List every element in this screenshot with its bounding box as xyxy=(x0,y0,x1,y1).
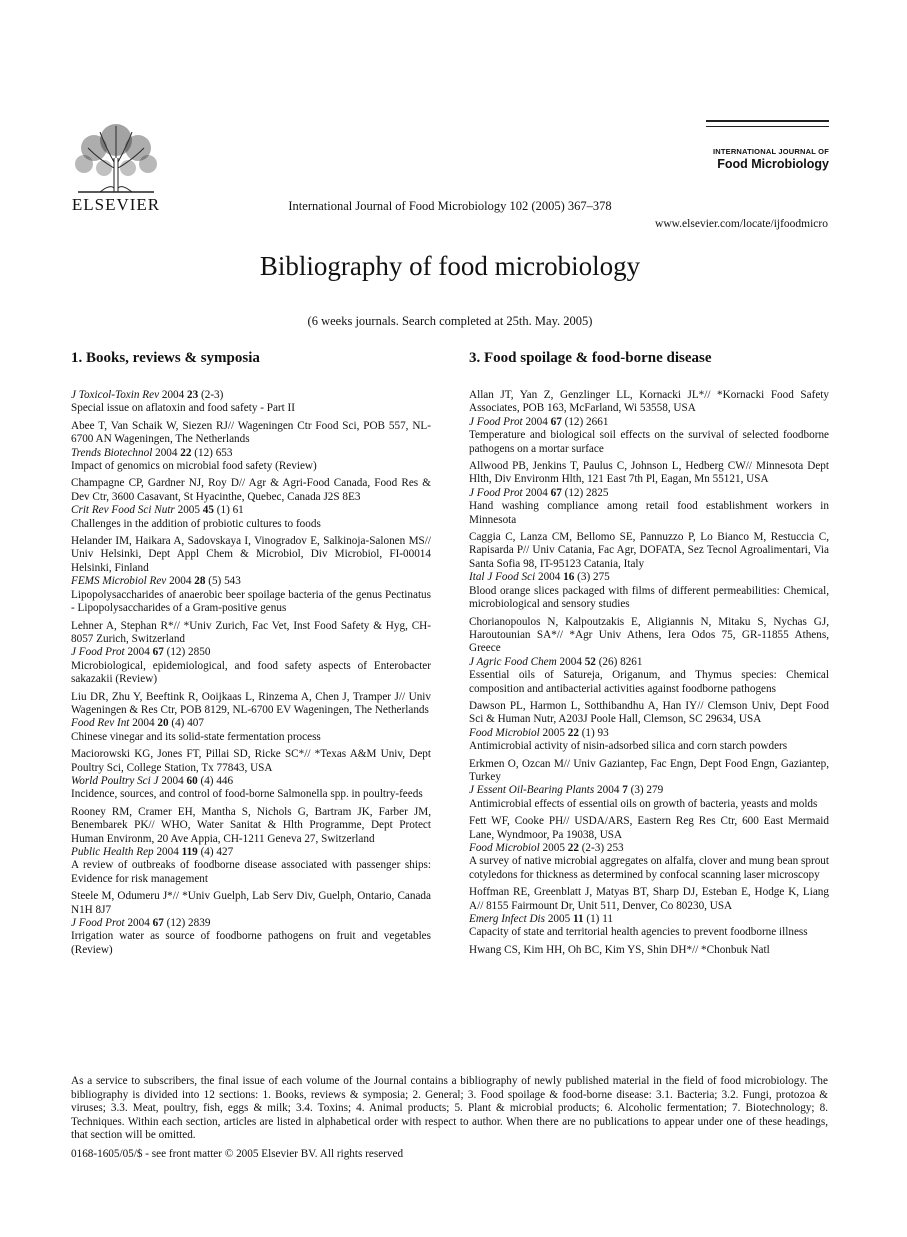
journal-name: Food Microbiology xyxy=(717,157,829,171)
entry-authors: Champagne CP, Gardner NJ, Roy D// Agr & Agri-Food Canada, Food Res & Dev Ctr, 3600 Casavant, St Hyacinthe, Quebec, Canada J2S 8E3 xyxy=(71,477,431,503)
entry-reference xyxy=(71,575,431,588)
elsevier-wordmark: ELSEVIER xyxy=(71,195,161,214)
entry-volume: 119 xyxy=(181,846,198,858)
entry-reference xyxy=(469,913,829,926)
entry-year: 2004 xyxy=(537,571,561,584)
footnote: As a service to subscribers, the final issue of each volume of the Journal contains a bibliography of newly published material in the field of food microbiology. The bibliography is divided into 12 sections: 1. Books, reviews & symposia; 2. General; 3. Food spoilage & food-borne disease: 3.1. Bacteria; 3.2. Fungi, protozoa & viruses; 3.3. Meat, poultry, fish, eggs & milk; 3.4. Toxins; 4. Animal products; 5. Plant & microbial products; 6. Alcoholic fermentation; 7. Biotechnology; 8. Techniques. Within each section, articles are listed in alphabetical order with respect to author. When there are no publications to appear under one of these headings, that section will be omitted. xyxy=(71,1075,828,1142)
section-heading: 1. Books, reviews & symposia xyxy=(71,350,260,366)
section-heading: 3. Food spoilage & food-borne disease xyxy=(469,350,712,366)
entry-title: Incidence, sources, and control of food-borne Salmonella spp. in poultry-feeds xyxy=(71,788,423,801)
entry-issue-pages: (4) 427 xyxy=(200,846,234,858)
entry-title: A review of outbreaks of foodborne disease associated with passenger ships: Evidence for risk management xyxy=(71,859,431,885)
entry-reference xyxy=(469,842,829,855)
entry-journal: J Toxicol-Toxin Rev xyxy=(71,389,160,401)
entry-authors: Erkmen O, Ozcan M// Univ Gaziantep, Fac Engn, Dept Food Engn, Gaziantep, Turkey xyxy=(469,757,829,783)
bibliography-entry xyxy=(71,420,431,474)
entry-issue-pages: (3) 279 xyxy=(630,784,664,797)
entry-title: Irrigation water as source of foodborne pathogens on fruit and vegetables (Review) xyxy=(71,930,431,956)
journal-citation: International Journal of Food Microbiology 102 (2005) 367–378 xyxy=(288,199,612,213)
entry-issue-pages: (4) 446 xyxy=(200,774,234,787)
entry-year: 2005 xyxy=(542,726,565,739)
front-matter-notice: 0168-1605/05/$ - see front matter © 2005 Elsevier BV. All rights reserved xyxy=(71,1148,404,1160)
bibliography-entry xyxy=(469,700,829,754)
entry-journal: J Food Prot xyxy=(71,646,125,659)
entry-reference xyxy=(469,416,829,429)
bibliography-entry xyxy=(469,758,829,812)
bibliography-entry xyxy=(469,389,829,456)
entry-reference xyxy=(71,846,431,859)
entry-authors: Allan JT, Yan Z, Genzlinger LL, Kornacki JL*// *Kornacki Food Safety Associates, POB 163, McFarland, Wi 53558, USA xyxy=(469,389,829,415)
bibliography-entry xyxy=(469,815,829,882)
entry-reference xyxy=(71,775,431,788)
entry-title: Hand washing compliance among retail food establishment workers in Minnesota xyxy=(469,500,829,526)
entry-volume: 67 xyxy=(152,646,164,659)
entry-volume: 11 xyxy=(572,913,584,926)
entry-year: 2004 xyxy=(132,717,155,730)
entry-title: Temperature and biological soil effects on the survival of selected foodborne pathogens on a mortar surface xyxy=(469,429,829,455)
entry-title: Microbiological, epidemiological, and food safety aspects of Enterobacter sakazakii (Review) xyxy=(71,659,431,686)
bibliography-entry xyxy=(469,616,829,696)
bibliography-entry xyxy=(71,806,431,886)
entry-journal: Public Health Rep xyxy=(71,846,154,858)
entry-issue-pages: (5) 543 xyxy=(208,575,241,588)
masthead-rule xyxy=(706,126,829,127)
entry-title: Antimicrobial effects of essential oils on growth of bacteria, yeasts and molds xyxy=(469,797,818,810)
journal-masthead xyxy=(706,120,829,171)
entry-year: 2004 xyxy=(156,846,179,858)
entry-authors: Steele M, Odumeru J*// *Univ Guelph, Lab Serv Div, Guelph, Ontario, Canada N1H 8J7 xyxy=(71,890,431,916)
entry-volume: 22 xyxy=(567,842,579,854)
bibliography-entry xyxy=(71,389,431,416)
bibliography-entry xyxy=(469,460,829,527)
entry-journal: Food Microbiol xyxy=(469,726,540,739)
entry-authors: Liu DR, Zhu Y, Beeftink R, Ooijkaas L, Rinzema A, Chen J, Tramper J// Univ Wageningen & Res Ctr, POB 8129, NL-6700 EV Wageningen, The Netherlands xyxy=(71,690,431,716)
entry-journal: J Agric Food Chem xyxy=(469,655,557,668)
entry-title: Challenges in the addition of probiotic cultures to foods xyxy=(71,517,321,530)
entry-volume: 67 xyxy=(152,917,164,930)
elsevier-logo xyxy=(70,118,162,214)
entry-journal: Trends Biotechnol xyxy=(71,446,153,459)
bibliography-entry xyxy=(71,748,431,802)
entry-year: 2004 xyxy=(127,917,150,930)
entry-issue-pages: (2-3) xyxy=(201,389,224,401)
entry-volume: 22 xyxy=(180,446,192,459)
entry-year: 2004 xyxy=(127,646,150,659)
entry-issue-pages: (4) 407 xyxy=(171,717,204,730)
entry-volume: 28 xyxy=(194,575,206,588)
entry-authors: Helander IM, Haikara A, Sadovskaya I, Vinogradov E, Salkinoja-Salonen MS// Univ Helsinki, Dept Appl Chem & Microbiol, Div Microbiol, FI-00014 Helsinki, Finland xyxy=(71,535,431,574)
entry-year: 2005 xyxy=(547,913,571,926)
entry-issue-pages: (12) 653 xyxy=(194,446,233,459)
entry-reference xyxy=(71,389,431,402)
entry-title: Blood orange slices packaged with films of different permeabilities: Chemical, microbiological and sensory studies xyxy=(469,584,829,611)
bibliography-entry xyxy=(71,535,431,615)
entry-year: 2005 xyxy=(177,504,200,517)
entry-authors: Hwang CS, Kim HH, Oh BC, Kim YS, Shin DH*// *Chonbuk Natl xyxy=(469,943,770,956)
entry-volume: 67 xyxy=(550,486,562,499)
entry-list xyxy=(469,389,829,957)
entry-year: 2004 xyxy=(155,446,178,459)
entry-reference xyxy=(71,917,431,930)
entry-journal: J Food Prot xyxy=(71,917,125,930)
entry-issue-pages: (12) 2661 xyxy=(564,415,609,428)
bibliography-entry xyxy=(469,944,829,957)
entry-volume: 16 xyxy=(563,571,575,584)
entry-volume: 67 xyxy=(550,415,562,428)
journal-kicker: INTERNATIONAL JOURNAL OF xyxy=(712,147,829,156)
entry-journal: Emerg Infect Dis xyxy=(469,913,546,926)
entry-reference xyxy=(469,784,829,797)
entry-volume: 7 xyxy=(622,784,628,797)
entry-journal: Food Rev Int xyxy=(71,717,130,730)
entry-year: 2004 xyxy=(169,575,192,588)
entry-volume: 23 xyxy=(187,389,199,401)
entry-reference xyxy=(469,571,829,584)
entry-authors: Caggia C, Lanza CM, Bellomo SE, Pannuzzo P, Lo Bianco M, Restuccia C, Rapisarda P// Univ Catania, Fac Agr, DOFATA, Sez Tecnol Agroalimentari, Via Santa Sofia 98, IT-95123 Catania, Italy xyxy=(469,531,829,570)
entry-authors: Abee T, Van Schaik W, Siezen RJ// Wageningen Ctr Food Sci, POB 557, NL-6700 AN Wageningen, The Netherlands xyxy=(71,419,431,446)
entry-reference xyxy=(71,447,431,460)
entry-authors: Hoffman RE, Greenblatt J, Matyas BT, Sharp DJ, Esteban E, Hodge K, Liang A// 8155 Fairmount Dr, Unit 511, Denver, Co 80230, USA xyxy=(469,886,829,912)
bibliography-entry xyxy=(71,620,431,687)
entry-issue-pages: (1) 93 xyxy=(581,726,609,739)
journal-url-link[interactable]: www.elsevier.com/locate/ijfoodmicro xyxy=(655,218,828,230)
entry-authors: Allwood PB, Jenkins T, Paulus C, Johnson L, Hedberg CW// Minnesota Dept Hlth, Div Environm Hlth, 121 East 7th Pl, Eagan, Mn 55121, USA xyxy=(469,460,829,486)
entry-year: 2005 xyxy=(542,842,565,854)
entry-journal: J Food Prot xyxy=(469,415,523,428)
entry-volume: 52 xyxy=(584,655,596,668)
entry-journal: Food Microbiol xyxy=(469,842,540,854)
entry-issue-pages: (1) 61 xyxy=(216,504,244,517)
entry-year: 2004 xyxy=(597,784,620,797)
entry-title: Capacity of state and territorial health agencies to prevent foodborne illness xyxy=(469,926,808,939)
entry-journal: Crit Rev Food Sci Nutr xyxy=(71,504,175,517)
entry-title: Chinese vinegar and its solid-state fermentation process xyxy=(71,730,321,743)
entry-reference xyxy=(469,727,829,740)
entry-reference xyxy=(469,656,829,669)
entry-volume: 60 xyxy=(186,774,198,787)
entry-journal: FEMS Microbiol Rev xyxy=(71,575,167,588)
entry-authors: Fett WF, Cooke PH// USDA/ARS, Eastern Reg Res Ctr, 600 East Mermaid Lane, Wyndmoor, Pa 19038, USA xyxy=(469,815,829,841)
bibliography-entry xyxy=(469,886,829,940)
entry-reference xyxy=(71,717,431,730)
masthead-rule xyxy=(706,120,829,122)
entry-issue-pages: (2-3) 253 xyxy=(581,842,624,854)
entry-journal: J Food Prot xyxy=(469,486,523,499)
entry-authors: Rooney RM, Cramer EH, Mantha S, Nichols G, Bartram JK, Farber JM, Benembarek PK// WHO, Water Sanitat & Hlth Programme, Dept Protect Human Environm, 20 Ave Appia, CH-1211 Geneva 27, Switzerland xyxy=(71,805,431,845)
entry-issue-pages: (1) 11 xyxy=(586,913,613,926)
entry-journal: J Essent Oil-Bearing Plants xyxy=(469,784,595,797)
elsevier-tree-icon xyxy=(70,118,162,194)
bibliography-entry xyxy=(469,531,829,611)
entry-issue-pages: (3) 275 xyxy=(577,571,610,584)
entry-reference xyxy=(71,646,431,659)
bibliography-entry xyxy=(71,477,431,531)
entry-title: Impact of genomics on microbial food safety (Review) xyxy=(71,460,317,473)
page-subtitle: (6 weeks journals. Search completed at 25th. May. 2005) xyxy=(307,314,593,328)
entry-year: 2004 xyxy=(161,774,184,787)
bibliography-entry xyxy=(71,890,431,957)
entry-title: A survey of native microbial aggregates on alfalfa, clover and mung bean sprout cotyledons for thickness as determined by confocal scanning laser microscopy xyxy=(469,855,829,881)
entry-authors: Lehner A, Stephan R*// *Univ Zurich, Fac Vet, Inst Food Safety & Hyg, CH-8057 Zurich, Switzerland xyxy=(71,619,431,645)
entry-title: Antimicrobial activity of nisin-adsorbed silica and corn starch powders xyxy=(469,740,788,753)
left-column xyxy=(71,348,431,961)
entry-authors: Maciorowski KG, Jones FT, Pillai SD, Ricke SC*// *Texas A&M Univ, Dept Poultry Sci, College Station, Tx 77843, USA xyxy=(71,748,431,774)
bibliography-entry xyxy=(71,691,431,745)
entry-volume: 22 xyxy=(567,726,579,739)
entry-volume: 45 xyxy=(202,504,214,517)
entry-year: 2004 xyxy=(161,389,185,401)
entry-journal: Ital J Food Sci xyxy=(469,571,536,584)
page-title: Bibliography of food microbiology xyxy=(259,251,641,281)
entry-issue-pages: (26) 8261 xyxy=(598,655,643,668)
entry-issue-pages: (12) 2839 xyxy=(166,917,211,930)
entry-issue-pages: (12) 2850 xyxy=(166,646,211,659)
entry-title: Lipopolysaccharides of anaerobic beer spoilage bacteria of the genus Pectinatus - Lipopolysaccharides of a Gram-positive genus xyxy=(71,588,431,615)
entry-year: 2004 xyxy=(525,486,548,499)
entry-issue-pages: (12) 2825 xyxy=(564,486,609,499)
entry-title: Essential oils of Satureja, Origanum, and Thymus species: Chemical composition and antibacterial activities against foodborne pathogens xyxy=(469,669,829,695)
entry-authors: Dawson PL, Harmon L, Sotthibandhu A, Han IY// Clemson Univ, Dept Food Sci & Human Nutr, A203J Poole Hall, Clemson, SC 29634, USA xyxy=(469,699,829,726)
right-column xyxy=(469,348,829,961)
entry-journal: World Poultry Sci J xyxy=(71,774,159,787)
entry-reference xyxy=(71,504,431,517)
entry-authors: Chorianopoulos N, Kalpoutzakis E, Aligiannis N, Mitaku S, Nychas GJ, Haroutounian SA*// *Agr Univ Athens, Iera Odos 75, GR-11855 Athens, Greece xyxy=(469,615,829,655)
entry-title: Special issue on aflatoxin and food safety - Part II xyxy=(71,402,295,415)
entry-reference xyxy=(469,487,829,500)
entry-year: 2004 xyxy=(559,655,582,668)
entry-volume: 20 xyxy=(157,717,169,730)
entry-year: 2004 xyxy=(525,415,548,428)
entry-list xyxy=(71,389,431,957)
